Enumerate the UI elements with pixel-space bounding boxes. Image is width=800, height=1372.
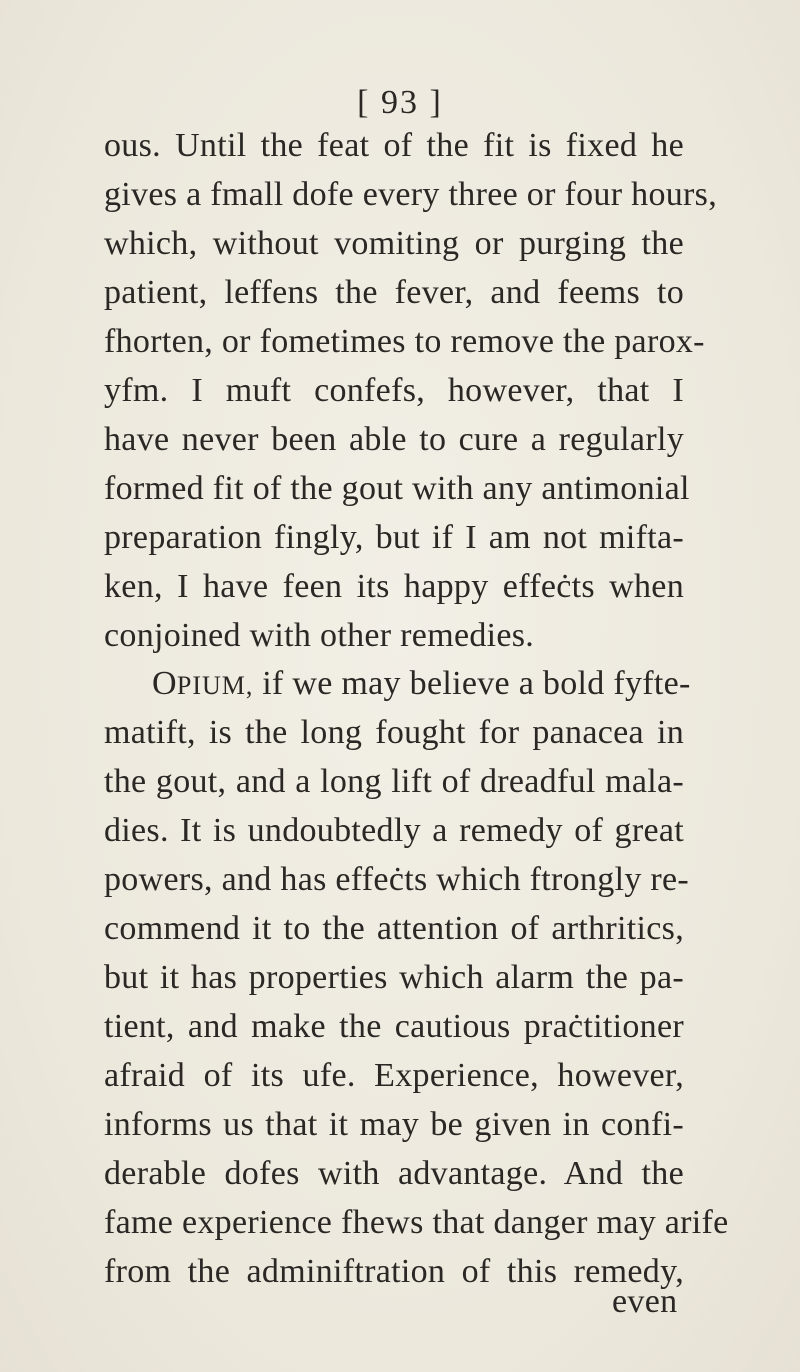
text-line: commend it to the attention of arthritics, xyxy=(104,910,684,947)
lead-word xyxy=(152,665,253,702)
text-line: from the adminiftration of this remedy, xyxy=(104,1253,684,1290)
text-line: formed fit of the gout with any antimonial xyxy=(104,470,690,507)
text-line: powers, and has effeċts which ftrongly re- xyxy=(104,861,690,898)
text-line: fhorten, or fometimes to remove the parox- xyxy=(104,323,705,360)
text-line: derable dofes with advantage. And the xyxy=(104,1155,684,1192)
text-line: yfm. I muft confefs, however, that I xyxy=(104,372,684,409)
text-line: ous. Until the feat of the fit is fixed he xyxy=(104,127,684,164)
text-line: gives a fmall dofe every three or four hours, xyxy=(104,176,717,213)
text-line: fame experience fhews that danger may arife xyxy=(104,1204,729,1241)
text-line: matift, is the long fought for panacea in xyxy=(104,714,684,751)
text-line xyxy=(152,656,691,712)
text-line: have never been able to cure a regularly xyxy=(104,421,684,458)
text-line: dies. It is undoubtedly a remedy of great xyxy=(104,812,684,849)
text-line: the gout, and a long lift of dreadful mala- xyxy=(104,763,684,800)
text-line: afraid of its ufe. Experience, however, xyxy=(104,1057,684,1094)
catchword: even xyxy=(612,1283,678,1320)
text-line: ken, I have feen its happy effeċts when xyxy=(104,568,684,605)
page-number: [ 93 ] xyxy=(357,84,443,121)
text-line: which, without vomiting or purging the xyxy=(104,225,684,262)
lead-word-rest: PIUM, xyxy=(176,671,254,700)
lead-line-rest: if we may believe a bold fyfte- xyxy=(262,665,691,702)
text-line: informs us that it may be given in confi- xyxy=(104,1106,684,1143)
text-line: patient, leffens the fever, and feems to xyxy=(104,274,684,311)
text-line: conjoined with other remedies. xyxy=(104,617,535,654)
text-line: tient, and make the cautious praċtitioner xyxy=(104,1008,684,1045)
text-line: preparation fingly, but if I am not mifta- xyxy=(104,519,684,556)
lead-word-initial: O xyxy=(152,665,177,702)
text-line: but it has properties which alarm the pa- xyxy=(104,959,684,996)
